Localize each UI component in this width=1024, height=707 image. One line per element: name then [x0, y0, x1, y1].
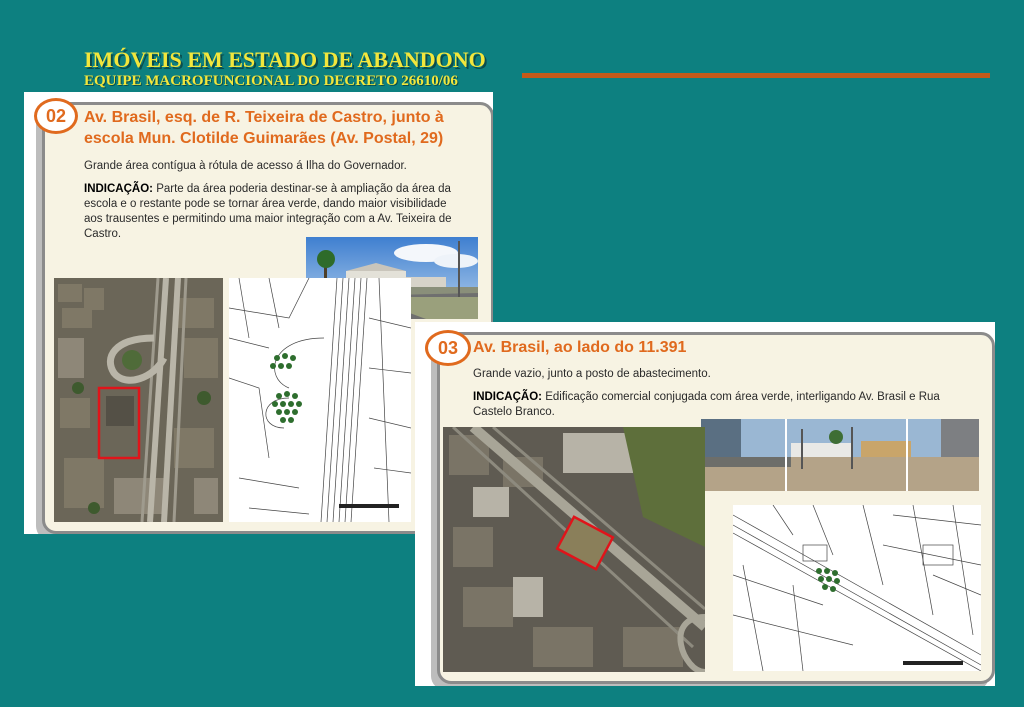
slide-title: IMÓVEIS EM ESTADO DE ABANDONO [84, 47, 486, 72]
property-card-03 [415, 322, 995, 686]
panorama-photo [701, 419, 979, 491]
aerial-photo [443, 427, 705, 672]
indicacao-label: INDICAÇÃO: [473, 391, 542, 403]
card-indicacao [84, 182, 454, 242]
indicacao-text: Edificação comercial conjugada com área verde, interligando Av. Brasil e Rua Castelo Branco. [473, 391, 940, 418]
cadastral-plan [229, 278, 411, 522]
card-indicacao [473, 390, 943, 420]
indicacao-label: INDICAÇÃO: [84, 183, 153, 195]
card-number-badge: 02 [34, 98, 78, 134]
cadastral-plan [733, 505, 981, 671]
slide-subtitle: EQUIPE MACROFUNCIONAL DO DECRETO 26610/06 [84, 73, 458, 89]
aerial-photo [54, 278, 223, 522]
card-description: Grande área contígua à rótula de acesso á Ilha do Governador. [84, 160, 407, 172]
card-number-badge: 03 [425, 330, 471, 366]
card-heading: Av. Brasil, esq. de R. Teixeira de Castro, junto à escola Mun. Clotilde Guimarães (Av. Postal, 29) [84, 109, 444, 147]
indicacao-text: Parte da área poderia destinar-se à ampliação da área da escola e o restante pode se tornar área verde, dando maior visibilidade aos trausentes e permitindo uma maior integração com a Av. Teixeira de Castro. [84, 183, 452, 240]
title-rule [522, 73, 990, 78]
card-description: Grande vazio, junto a posto de abastecimento. [473, 368, 711, 380]
card-heading: Av. Brasil, ao lado do 11.391 [473, 339, 687, 356]
